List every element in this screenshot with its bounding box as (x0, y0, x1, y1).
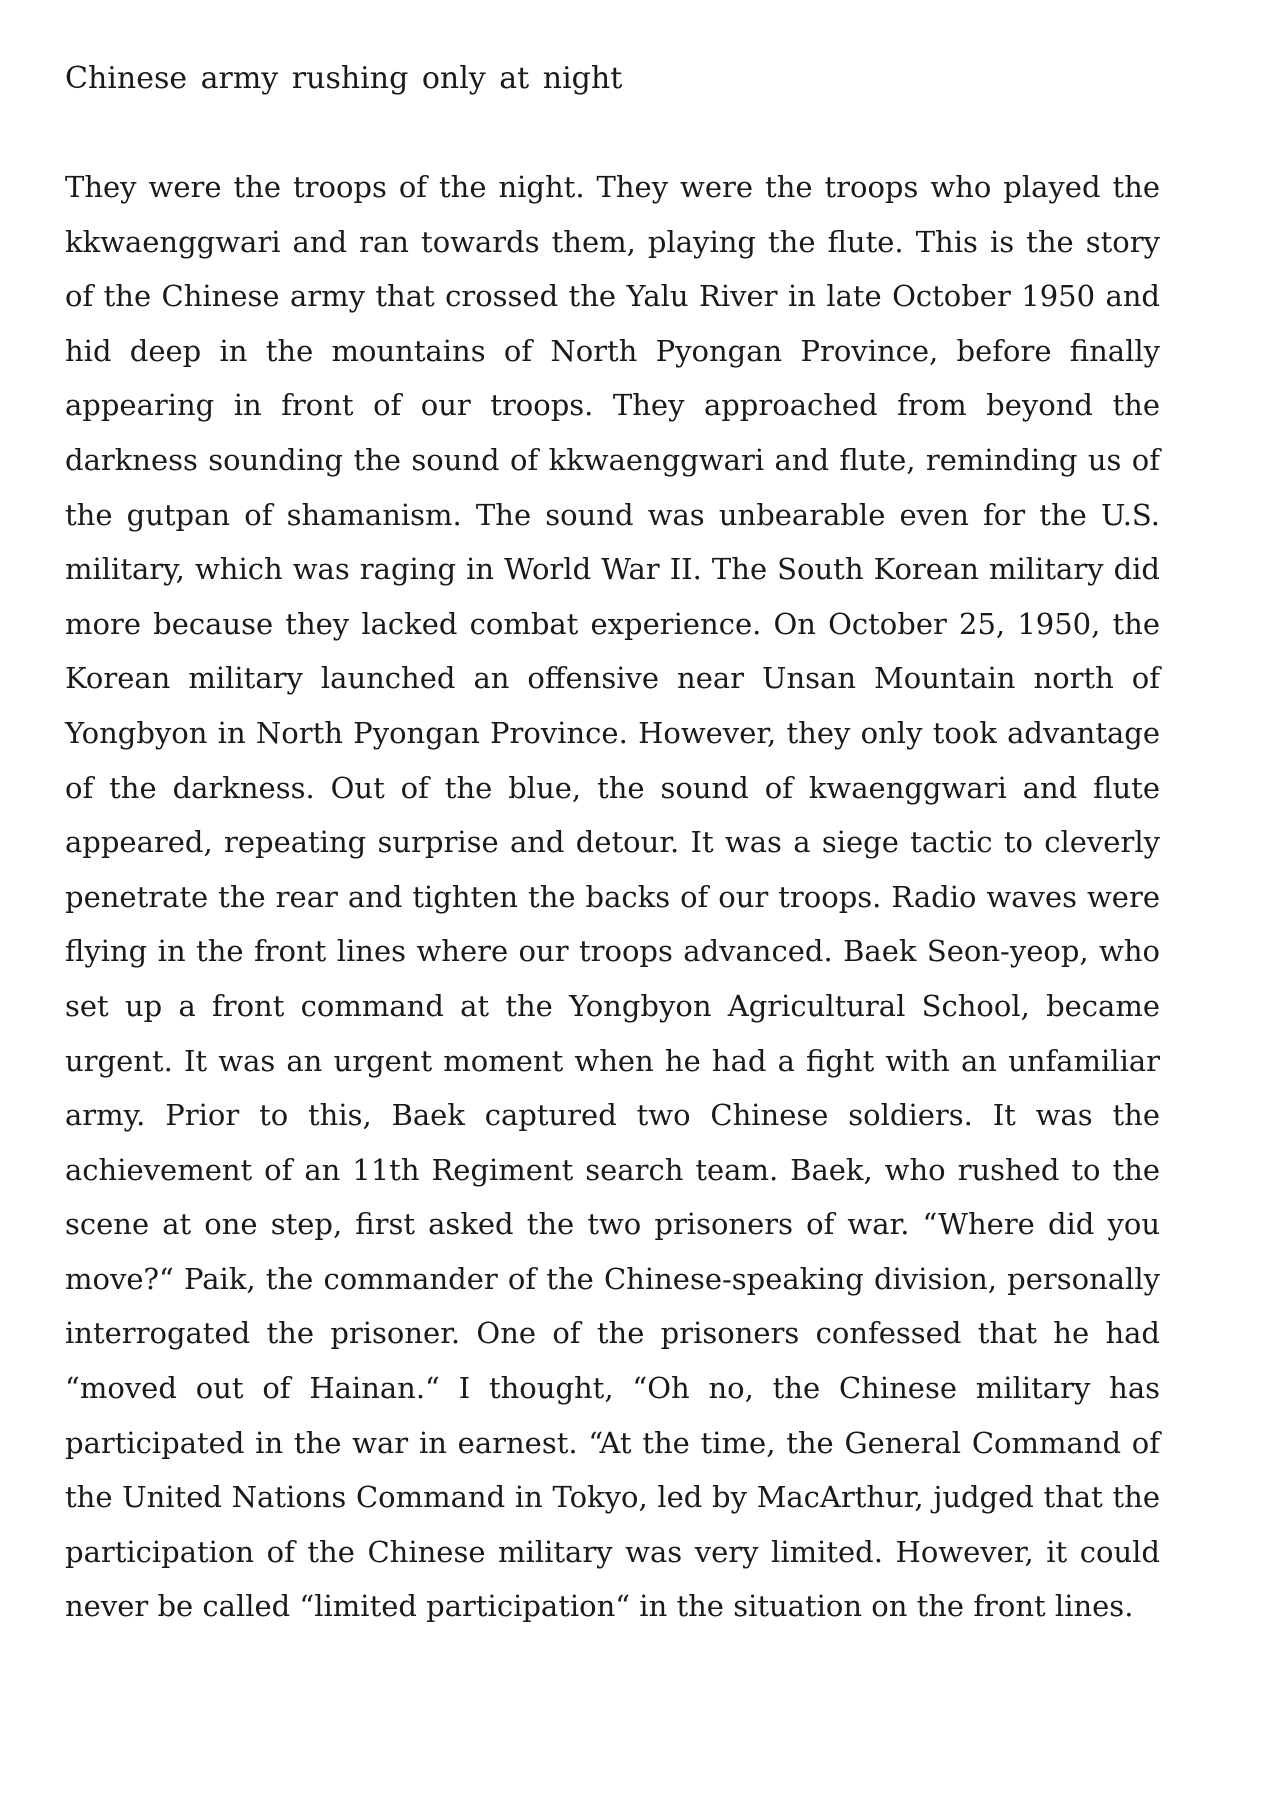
document-title: Chinese army rushing only at night (65, 61, 623, 96)
body-paragraph: They were the troops of the night. They were the troops who played the kkwaenggwari and ran towards them, playing the flute. This is the story of the Chinese army that crossed the Yalu River in late October 1950 and hid deep in the mountains of North Pyongan Province, before finally appearing in front of our troops. They approached from beyond the darkness sounding the sound of kkwaenggwari and flute, reminding us of the gutpan of shamanism. The sound was unbearable even for the U.S. military, which was raging in World War II. The South Korean military did more because they lacked combat experience. On October 25, 1950, the Korean military launched an offensive near Unsan Mountain north of Yongbyon in North Pyongan Province. However, they only took advantage of the darkness. Out of the blue, the sound of kwaenggwari and flute appeared, repeating surprise and detour. It was a siege tactic to cleverly penetrate the rear and tighten the backs of our troops. Radio waves were flying in the front lines where our troops advanced. Baek Seon-yeop, who set up a front command at the Yongbyon Agricultural School, became urgent. It was an urgent moment when he had a fight with an unfamiliar army. Prior to this, Baek captured two Chinese soldiers. It was the achievement of an 11th Regiment search team. Baek, who rushed to the scene at one step, first asked the two prisoners of war. “Where did you move?“ Paik, the commander of the Chinese-speaking division, personally interrogated the prisoner. One of the prisoners confessed that he had “moved out of Hainan.“ I thought, “Oh no, the Chinese military has participated in the war in earnest. “At the time, the General Command of the United Nations Command in Tokyo, led by MacArthur, judged that the participation of the Chinese military was very limited. However, it could never be called “limited participation“ in the situation on the front lines. (65, 170, 1160, 1624)
